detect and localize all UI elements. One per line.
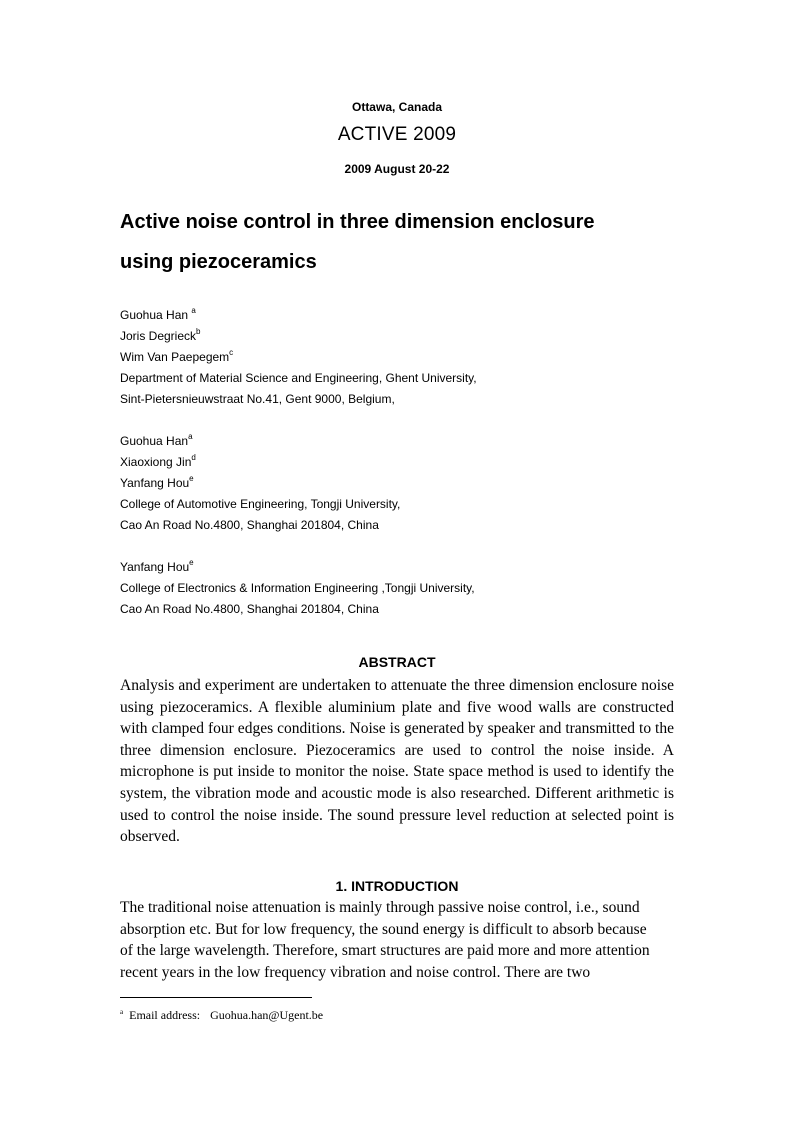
author: Guohua Han $^a$: [120, 306, 196, 322]
affiliation-address: Cao An Road No.4800, Shanghai 201804, China: [120, 602, 379, 616]
affiliation-mark: d: [191, 453, 196, 462]
author: Xiaoxiong Jin$^d$: [120, 453, 196, 469]
text-line: of the large wavelength. Therefore, smart structures are paid more and more attention: [120, 942, 650, 960]
footnote: [120, 1008, 323, 1023]
text-line: The traditional noise attenuation is mainly through passive noise control, i.e., sound: [120, 899, 640, 916]
introduction-text: [120, 897, 700, 983]
author: Joris Degrieck$^b$: [120, 327, 201, 343]
author: Yanfang Hou$^e$: [120, 474, 194, 490]
affiliation-mark: a: [191, 306, 196, 315]
affiliation-mark: b: [196, 327, 201, 336]
text-line: absorption etc. But for low frequency, the sound energy is difficult to absorb because: [120, 920, 647, 938]
author: Wim Van Paepegem$^c$: [120, 348, 234, 364]
affiliation-mark: e: [189, 474, 194, 483]
author: Guohua Han$^a$: [120, 432, 193, 448]
conference-name: ACTIVE 2009: [337, 124, 457, 145]
affiliation-address: College of Electronics & Information Engineering ,Tongji University,: [120, 581, 475, 595]
abstract-text: Analysis and experiment are undertaken to attenuate the three dimension enclosure noise using piezoceramics. A flexible aluminium plate and five wood walls are constructed with clamped four edges conditions. Noise is generated by speaker and transmitted to the three dimension enclosure. Piezoceramics are used to control the noise inside. A microphone is put inside to monitor the noise. State space method is used to identify the system, the vibration mode and acoustic mode is also researched. Different arithmetic is used to control the noise inside. The sound pressure level reduction at selected point is observed.: [120, 677, 674, 846]
title-line: using piezoceramics: [120, 251, 317, 273]
title-line: Active noise control in three dimension enclosure: [120, 211, 595, 233]
affiliation-mark: a: [188, 432, 193, 441]
text-line: recent years in the low frequency vibration and noise control. There are two: [120, 963, 591, 981]
footnote-divider: [120, 997, 312, 998]
conference-location: Ottawa, Canada: [351, 100, 443, 114]
introduction-heading: 1. INTRODUCTION: [335, 878, 459, 894]
affiliation-mark: e: [189, 558, 194, 567]
author-affiliations: [120, 305, 680, 620]
abstract-heading: ABSTRACT: [358, 654, 436, 670]
conference-dates: 2009 August 20-22: [344, 162, 450, 176]
footnote-email: Guohua.han@Ugent.be: [210, 1008, 324, 1022]
footnote-label: Email address:: [129, 1008, 201, 1022]
affiliation-address: Department of Material Science and Engineering, Ghent University,: [120, 371, 477, 385]
paper-title: [120, 202, 720, 282]
affiliation-address: Cao An Road No.4800, Shanghai 201804, China: [120, 518, 379, 532]
affiliation-address: College of Automotive Engineering, Tongji University,: [120, 497, 401, 511]
footnote-mark: a: [120, 1008, 124, 1016]
affiliation-mark: c: [229, 348, 234, 357]
author: Yanfang Hou$^e$: [120, 558, 194, 574]
affiliation-address: Sint-Pietersnieuwstraat No.41, Gent 9000, Belgium,: [120, 392, 395, 406]
